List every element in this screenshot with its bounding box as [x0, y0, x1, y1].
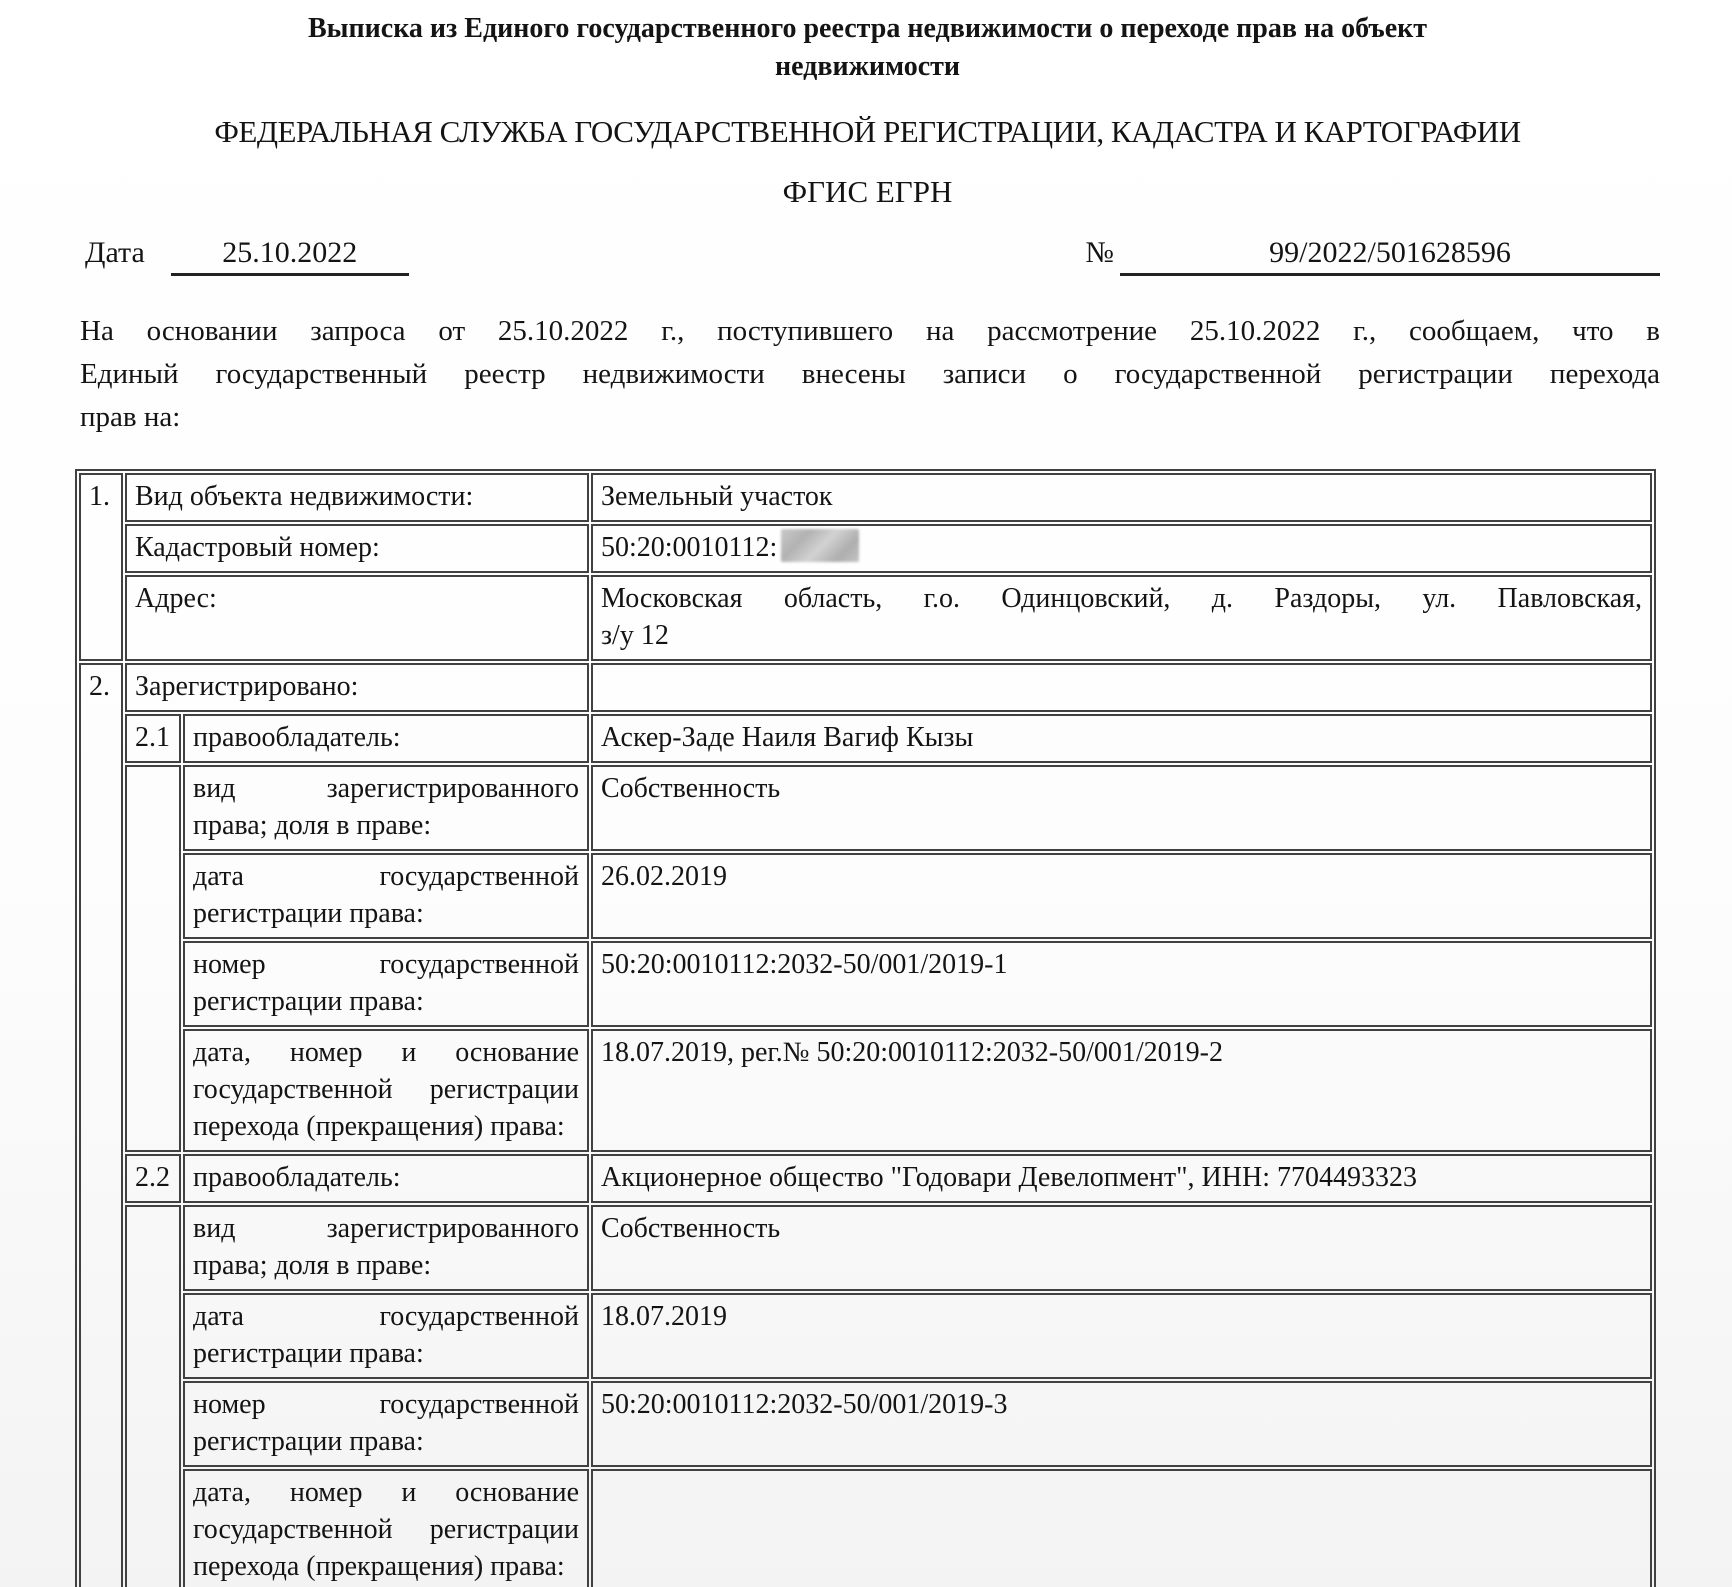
registered-header: Зарегистрировано:	[125, 663, 589, 712]
text-line: дата государственной	[193, 861, 579, 892]
table-row	[79, 1029, 1652, 1152]
redacted-pixelated-region	[781, 529, 859, 562]
table-row	[79, 575, 1652, 661]
object-type-label: Вид объекта недвижимости:	[125, 473, 589, 522]
holder-label: правообладатель:	[183, 1154, 589, 1203]
text-line: На основании запроса от 25.10.2022 г., поступившего на рассмотрение 25.10.2022 г., сообщаем, что в	[80, 315, 1660, 347]
egrn-table	[75, 469, 1656, 1587]
reg-date-value: 18.07.2019	[591, 1293, 1652, 1379]
right-type-value: Собственность	[591, 765, 1652, 851]
table-row	[79, 714, 1652, 763]
number-group	[1085, 236, 1660, 276]
system-name: ФГИС ЕГРН	[782, 174, 953, 209]
intro-paragraph	[80, 310, 1660, 439]
text-line: Единый государственный реестр недвижимости внесены записи о государственной регистрации перехода	[80, 358, 1660, 390]
text-line: з/у 12	[601, 620, 669, 651]
meta-row	[85, 236, 1660, 276]
document-title	[75, 0, 1660, 86]
table-row	[79, 524, 1652, 573]
text-line: перехода (прекращения) права:	[193, 1551, 565, 1582]
subsection-number: 2.1	[125, 714, 181, 763]
table-row	[79, 765, 1652, 851]
table-row	[79, 941, 1652, 1027]
table-row	[79, 1469, 1652, 1587]
table-row	[79, 853, 1652, 939]
object-type-value: Земельный участок	[591, 473, 1652, 522]
number-label: №	[1085, 236, 1114, 269]
reg-date-label	[183, 853, 589, 939]
date-value: 25.10.2022	[171, 236, 409, 276]
subsection-spacer-cell	[125, 1205, 181, 1587]
table-row	[79, 473, 1652, 522]
text-line: регистрации права:	[193, 898, 424, 929]
text-line: государственной регистрации	[193, 1514, 579, 1545]
text-line: номер государственной	[193, 1389, 579, 1420]
date-label: Дата	[85, 236, 145, 269]
text-line: номер государственной	[193, 949, 579, 980]
title-line: недвижимости	[774, 51, 961, 82]
date-group	[85, 236, 409, 276]
text-line: регистрации права:	[193, 1426, 424, 1457]
subsection-number: 2.2	[125, 1154, 181, 1203]
reg-number-value: 50:20:0010112:2032-50/001/2019-3	[591, 1381, 1652, 1467]
address-value	[591, 575, 1652, 661]
text-line: государственной регистрации	[193, 1074, 579, 1105]
transfer-label	[183, 1029, 589, 1152]
text-line: вид зарегистрированного	[193, 773, 579, 804]
section-number: 2.	[79, 663, 123, 1587]
text-line: перехода (прекращения) права:	[193, 1111, 565, 1142]
subsection-spacer-cell	[125, 765, 181, 1152]
text-line: регистрации права:	[193, 986, 424, 1017]
text-line: права; доля в праве:	[193, 810, 432, 841]
reg-number-label	[183, 941, 589, 1027]
text-line: дата государственной	[193, 1301, 579, 1332]
reg-number-value: 50:20:0010112:2032-50/001/2019-1	[591, 941, 1652, 1027]
table-row	[79, 1381, 1652, 1467]
empty-value-cell	[591, 663, 1652, 712]
text-line: вид зарегистрированного	[193, 1213, 579, 1244]
text-line: дата, номер и основание	[193, 1477, 579, 1508]
text-line: прав на:	[80, 401, 181, 433]
title-line: Выписка из Единого государственного реестра недвижимости о переходе прав на объект	[307, 13, 1428, 44]
table-row	[79, 1205, 1652, 1291]
holder-value: Аскер-Заде Наиля Вагиф Кызы	[591, 714, 1652, 763]
holder-value: Акционерное общество "Годовари Девелопмент", ИНН: 7704493323	[591, 1154, 1652, 1203]
address-label: Адрес:	[125, 575, 589, 661]
right-type-label	[183, 765, 589, 851]
reg-date-value: 26.02.2019	[591, 853, 1652, 939]
document-header	[75, 0, 1660, 210]
transfer-value: 18.07.2019, рег.№ 50:20:0010112:2032-50/001/2019-2	[591, 1029, 1652, 1152]
right-type-value: Собственность	[591, 1205, 1652, 1291]
cadastral-label: Кадастровый номер:	[125, 524, 589, 573]
text-line: Московская область, г.о. Одинцовский, д. Раздоры, ул. Павловская,	[601, 583, 1642, 614]
number-value: 99/2022/501628596	[1120, 236, 1660, 276]
section-number: 1.	[79, 473, 123, 661]
cadastral-value-cell	[591, 524, 1652, 573]
text-line: регистрации права:	[193, 1338, 424, 1369]
holder-label: правообладатель:	[183, 714, 589, 763]
text-line: дата, номер и основание	[193, 1037, 579, 1068]
agency-name: ФЕДЕРАЛЬНАЯ СЛУЖБА ГОСУДАРСТВЕННОЙ РЕГИСТРАЦИИ, КАДАСТРА И КАРТОГРАФИИ	[214, 114, 1521, 149]
table-row	[79, 1154, 1652, 1203]
transfer-value	[591, 1469, 1652, 1587]
transfer-label	[183, 1469, 589, 1587]
right-type-label	[183, 1205, 589, 1291]
table-row	[79, 1293, 1652, 1379]
reg-date-label	[183, 1293, 589, 1379]
reg-number-label	[183, 1381, 589, 1467]
cadastral-number-prefix: 50:20:0010112:	[601, 532, 778, 563]
text-line: права; доля в праве:	[193, 1250, 432, 1281]
table-row	[79, 663, 1652, 712]
